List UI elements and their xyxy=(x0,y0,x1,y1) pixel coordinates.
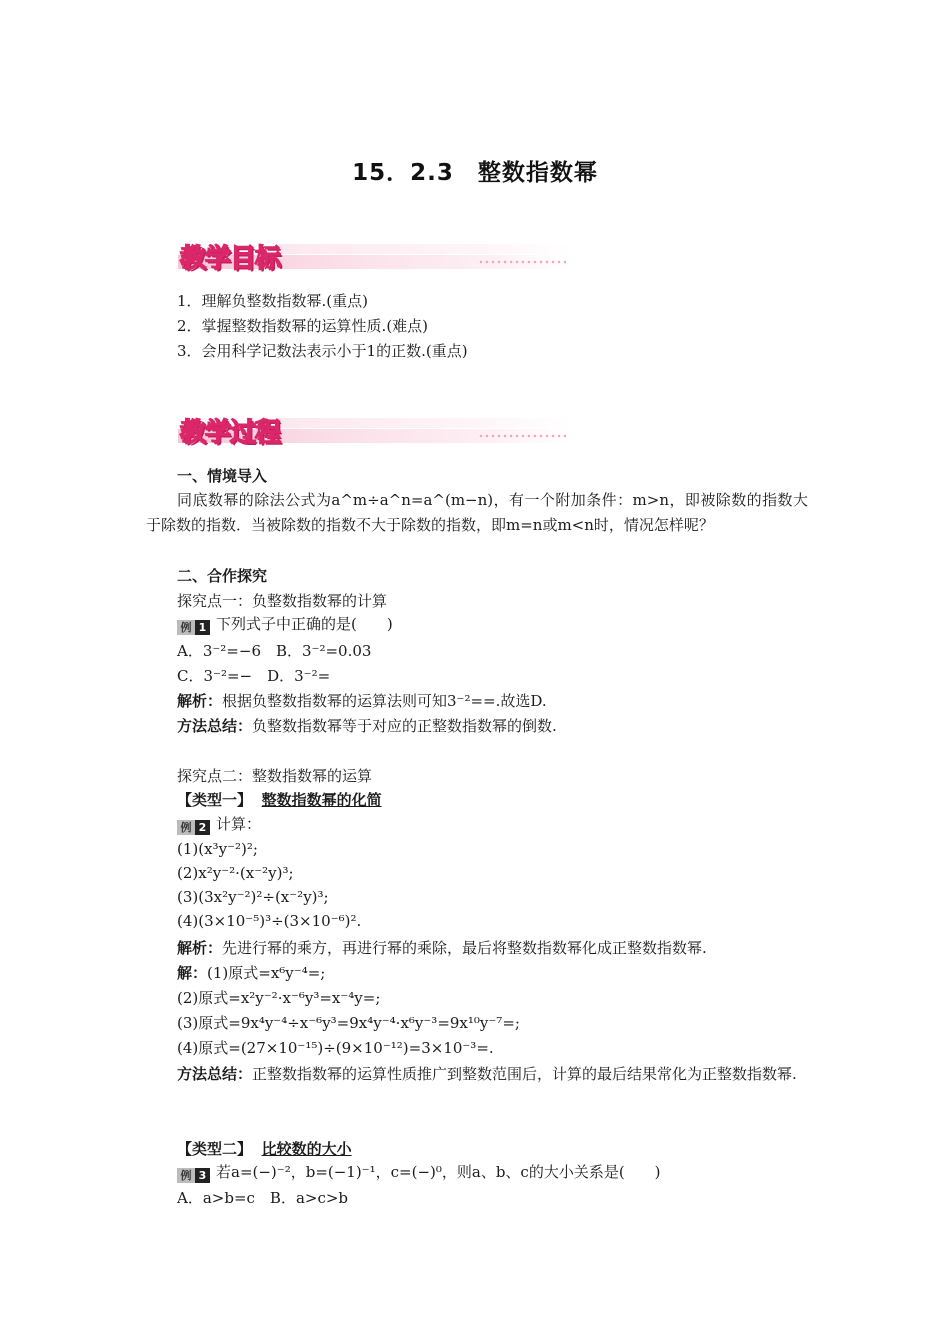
example-question: 若a=(−)⁻²，b=(−1)⁻¹，c=(−)⁰，则a、b、c的大小关系是( ) xyxy=(216,1163,661,1181)
method-summary xyxy=(146,1062,808,1087)
solution-line: (1)原式=x⁶y⁻⁴=; xyxy=(207,964,326,982)
analysis xyxy=(177,938,707,958)
example-options: A．a>b=c B．a>c>b xyxy=(177,1189,349,1207)
example-options: A．3⁻²=−6 B．3⁻²=0.03 xyxy=(177,642,372,660)
summary-text: 正整数指数幂的运算性质推广到整数范围后，计算的最后结果常化为正整数指数幂. xyxy=(252,1065,797,1083)
section-heading: 二、合作探究 xyxy=(177,567,268,585)
analysis-text: 先进行幂的乘方，再进行幂的乘除，最后将整数指数幂化成正整数指数幂. xyxy=(222,939,707,957)
example-3 xyxy=(177,1162,661,1182)
banner-dots xyxy=(478,434,566,438)
analysis-label: 解析： xyxy=(177,692,223,710)
type-title: 整数指数幂的化简 xyxy=(261,791,382,809)
calc-item: (3)(3x²y⁻²)²÷(x⁻²y)³; xyxy=(177,888,329,906)
solution-label: 解： xyxy=(177,964,208,982)
example-options: C．3⁻²=− D．3⁻²= xyxy=(177,667,331,685)
goals-banner-label: 教学目标 xyxy=(180,244,281,274)
type-label: 【类型一】 xyxy=(177,791,253,809)
summary-label: 方法总结： xyxy=(177,717,253,735)
type-label: 【类型二】 xyxy=(177,1140,253,1158)
calc-item: (4)(3×10⁻⁵)³÷(3×10⁻⁶)². xyxy=(177,912,362,930)
solution-line: (4)原式=(27×10⁻¹⁵)÷(9×10⁻¹²)=3×10⁻³=. xyxy=(177,1039,494,1057)
example-2 xyxy=(177,814,261,834)
section-heading: 一、情境导入 xyxy=(177,467,268,485)
banner-dots xyxy=(478,260,566,264)
process-banner-label: 教学过程 xyxy=(180,418,281,448)
goal-item: 2．掌握整数指数幂的运算性质.(难点) xyxy=(177,317,429,335)
page-title: 15．2.3 整数指数幂 xyxy=(352,160,598,186)
summary-label: 方法总结： xyxy=(177,1065,253,1083)
process-banner xyxy=(178,410,570,446)
solution-line: (2)原式=x²y⁻²·x⁻⁶y³=x⁻⁴y=; xyxy=(177,989,381,1007)
example-question: 计算： xyxy=(216,815,262,833)
banner-band xyxy=(278,244,570,254)
type-heading xyxy=(177,790,382,810)
explore-point-title: 探究点一：负整数指数幂的计算 xyxy=(177,592,388,610)
example-1 xyxy=(177,614,393,634)
analysis xyxy=(177,691,547,711)
goal-item: 3．会用科学记数法表示小于1的正数.(重点) xyxy=(177,342,468,360)
example-badge: 例 1 xyxy=(177,616,210,631)
type-heading xyxy=(177,1139,352,1159)
calc-item: (2)x²y⁻²·(x⁻²y)³; xyxy=(177,864,294,882)
summary-text: 负整数指数幂等于对应的正整数指数幂的倒数. xyxy=(252,717,557,735)
analysis-label: 解析： xyxy=(177,939,223,957)
section-paragraph: 同底数幂的除法公式为a^m÷a^n=a^(m−n)，有一个附加条件：m>n，即被除数的指数大于除数的指数．当被除数的指数不大于除数的指数，即m=n或m<n时，情况怎样呢？ xyxy=(146,491,808,534)
example-badge: 例 2 xyxy=(177,816,210,831)
example-badge: 例 3 xyxy=(177,1164,210,1179)
type-title: 比较数的大小 xyxy=(261,1140,352,1158)
solution-line: (3)原式=9x⁴y⁻⁴÷x⁻⁶y³=9x⁴y⁻⁴·x⁶y⁻³=9x¹⁰y⁻⁷=; xyxy=(177,1014,520,1032)
goals-banner xyxy=(178,236,570,272)
analysis-text: 根据负整数指数幂的运算法则可知3⁻²==.故选D. xyxy=(222,692,547,710)
solution xyxy=(177,963,325,983)
banner-band xyxy=(278,418,570,428)
goal-item: 1．理解负整数指数幂.(重点) xyxy=(177,292,369,310)
method-summary xyxy=(177,716,557,736)
calc-item: (1)(x³y⁻²)²; xyxy=(177,840,258,858)
example-question: 下列式子中正确的是( ) xyxy=(216,615,393,633)
explore-point-title: 探究点二：整数指数幂的运算 xyxy=(177,767,373,785)
